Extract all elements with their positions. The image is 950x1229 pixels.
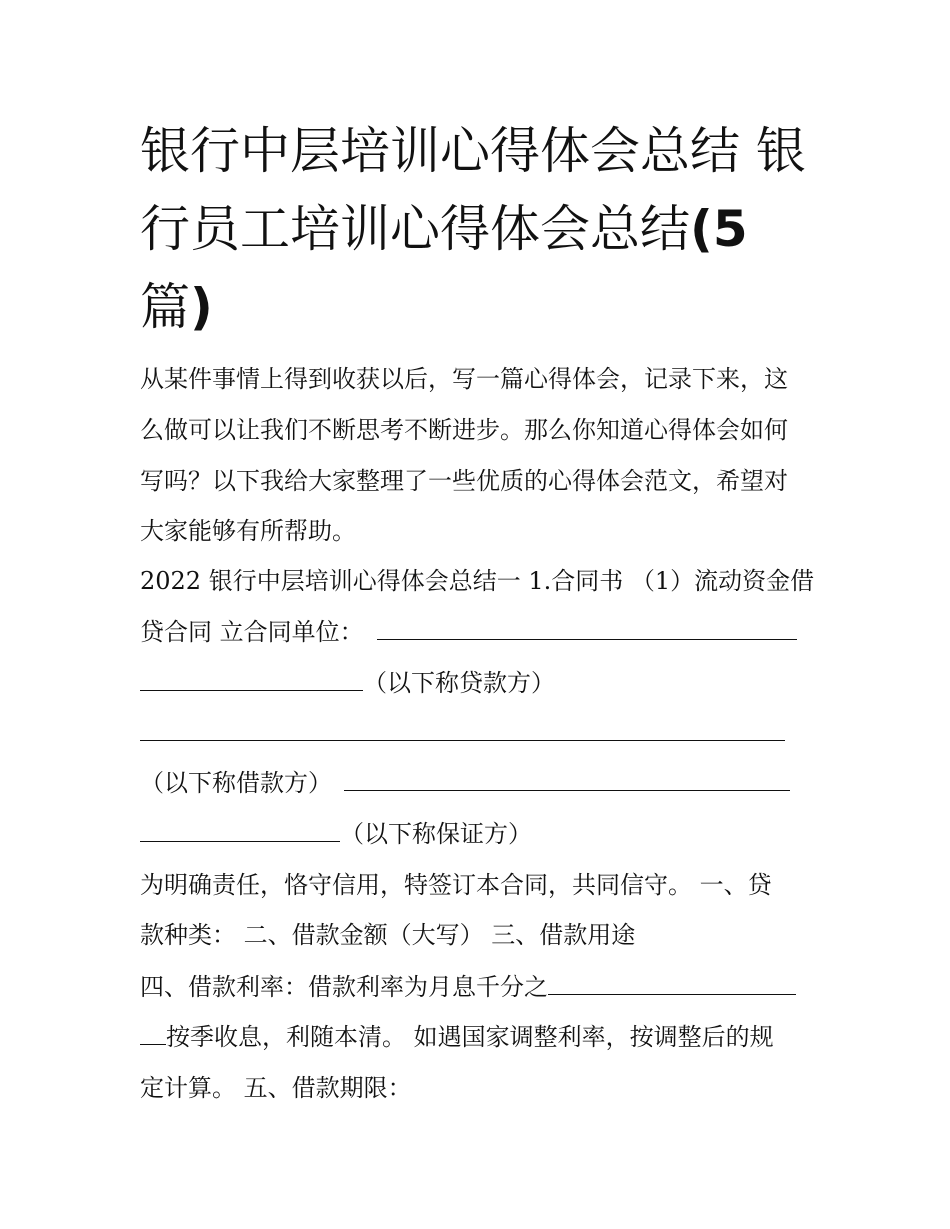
rate-line-2 bbox=[140, 1020, 774, 1054]
purpose-line-2: 款种类： 二、借款金额（大写） 三、借款用途 bbox=[140, 921, 636, 949]
contract-party-line bbox=[140, 615, 797, 649]
borrower-line bbox=[140, 766, 790, 800]
intro-line-3: 写吗？以下我给大家整理了一些优质的心得体会范文，希望对 bbox=[140, 467, 788, 495]
full-width-blank bbox=[140, 718, 785, 741]
rate-line-1 bbox=[140, 970, 796, 1004]
document-title-line-1: 银行中层培训心得体会总结 银 bbox=[140, 122, 806, 180]
contract-heading-line: 2022 银行中层培训心得体会总结一 1.合同书 （1）流动资金借 bbox=[140, 567, 815, 595]
guarantor-line bbox=[140, 817, 532, 851]
borrower-label: （以下称借款方） bbox=[140, 769, 332, 797]
rate-blank bbox=[548, 972, 796, 995]
guarantor-label: （以下称保证方） bbox=[340, 820, 532, 848]
full-blank-line bbox=[140, 716, 785, 750]
guarantor-blank bbox=[140, 819, 340, 842]
document-title-line-3: 篇) bbox=[140, 278, 213, 336]
term-line: 定计算。 五、借款期限： bbox=[140, 1074, 412, 1102]
rate-line-2-text: 按季收息，利随本清。 如遇国家调整利率，按调整后的规 bbox=[166, 1023, 774, 1051]
intro-line-4: 大家能够有所帮助。 bbox=[140, 517, 356, 545]
lender-blank bbox=[140, 668, 363, 691]
lender-label: （以下称贷款方） bbox=[363, 669, 555, 697]
borrower-blank bbox=[344, 768, 790, 791]
purpose-line-1: 为明确责任，恪守信用，特签订本合同，共同信守。 一、贷 bbox=[140, 871, 772, 899]
intro-line-1: 从某件事情上得到收获以后，写一篇心得体会，记录下来，这 bbox=[140, 365, 788, 393]
party-label: 贷合同 立合同单位： bbox=[140, 618, 364, 646]
intro-line-2: 么做可以让我们不断思考不断进步。那么你知道心得体会如何 bbox=[140, 416, 788, 444]
lender-line bbox=[140, 666, 555, 700]
document-title-line-2: 行员工培训心得体会总结(5 bbox=[140, 200, 748, 258]
rate-label: 四、借款利率：借款利率为月息千分之 bbox=[140, 973, 548, 1001]
party-blank bbox=[377, 617, 797, 640]
rate-blank-continued bbox=[140, 1022, 166, 1045]
